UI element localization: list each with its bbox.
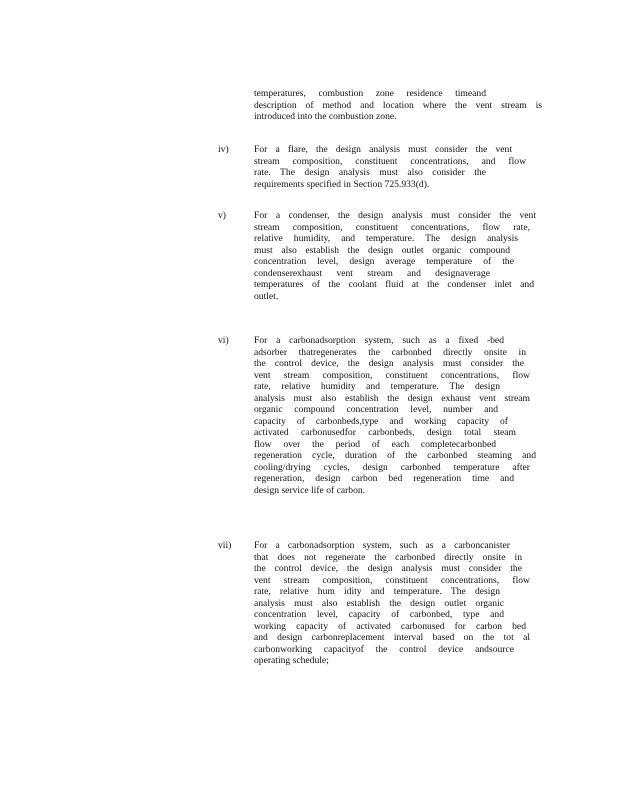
text-line: temperatures of the coolant fluid at the condenser inlet and [254, 279, 534, 290]
list-marker: iv) [218, 144, 229, 155]
text-line: regeneration cycle, duration of the carbonbed steaming and [254, 450, 536, 461]
text-line: the control device, the design analysis must consider the [254, 563, 522, 574]
text-line: operating schedule; [254, 655, 329, 666]
text-line: description of method and location where the vent stream is [254, 99, 542, 111]
text-line: the control device, the design analysis must consider the [254, 358, 524, 369]
text-line: For a carbonadsorption system, such as a fixed -bed [254, 335, 504, 346]
text-line: must also establish the design outlet organic compound [254, 244, 510, 256]
text-line: rate. The design analysis must also consider the [254, 167, 486, 178]
text-line: working capacity of activated carbonused for carbon bed [254, 620, 526, 632]
text-line: rate, relative humidity and temperature. The design [254, 381, 500, 392]
text-line: that does not regenerate the carbonbed directly onsite in [254, 551, 522, 563]
list-marker: vii) [218, 540, 232, 551]
list-marker: v) [218, 210, 226, 221]
text-line: stream composition, constituent concentrations, flow rate, [254, 221, 530, 233]
text-line: For a condenser, the design analysis must consider the vent [254, 210, 536, 221]
text-line: concentration level, capacity of carbonbed, type and [254, 609, 504, 620]
text-line: adsorber thatregenerates the carbonbed directly onsite in [254, 346, 526, 358]
text-line: vent stream composition, constituent concentrations, flow [254, 369, 530, 381]
paragraph-text [254, 210, 554, 302]
text-line: analysis must also establish the design outlet organic [254, 597, 504, 609]
text-line: flow over the period of each completecarbonbed [254, 438, 496, 450]
text-line: design service life of carbon. [254, 484, 366, 496]
list-marker: vi) [218, 335, 229, 346]
text-line: stream composition, constituent concentrations, and flow [254, 155, 526, 167]
text-line: outlet. [254, 290, 279, 302]
text-line: relative humidity, and temperature. The design analysis [254, 233, 518, 244]
text-line: introduced into the combustion zone. [254, 111, 397, 122]
text-line: concentration level, design average temperature of the [254, 256, 514, 267]
text-line: For a carbonadsorption system, such as a carboncanister [254, 540, 510, 551]
text-line: requirements specified in Section 725.933(d). [254, 178, 430, 190]
text-line: activated carbonusedfor carbonbeds, design total steam [254, 427, 516, 438]
paragraph-text [254, 540, 554, 667]
text-line: vent stream composition, constituent concentrations, flow [254, 574, 530, 586]
paragraph-text [254, 144, 554, 190]
text-line: analysis must also establish the design exhaust vent stream [254, 392, 530, 404]
text-line: carbonworking capacityof the control device andsource [254, 643, 514, 655]
paragraph-text [254, 88, 554, 123]
paragraph-text [254, 335, 554, 496]
text-line: temperatures, combustion zone residence timeand [254, 88, 486, 99]
text-line: organic compound concentration level, number and [254, 404, 498, 415]
text-line: and design carbonreplacement interval based on the tot al [254, 632, 530, 643]
text-line: cooling/drying cycles, design carbonbed temperature after [254, 461, 530, 473]
text-line: rate, relative hum idity and temperature. The design [254, 586, 500, 597]
text-line: regeneration, design carbon bed regeneration time and [254, 473, 514, 484]
text-line: For a flare, the design analysis must consider the vent [254, 144, 512, 155]
text-line: condenserexhaust vent stream and designaverage [254, 267, 490, 279]
text-line: capacity of carbonbeds,type and working capacity of [254, 415, 508, 427]
